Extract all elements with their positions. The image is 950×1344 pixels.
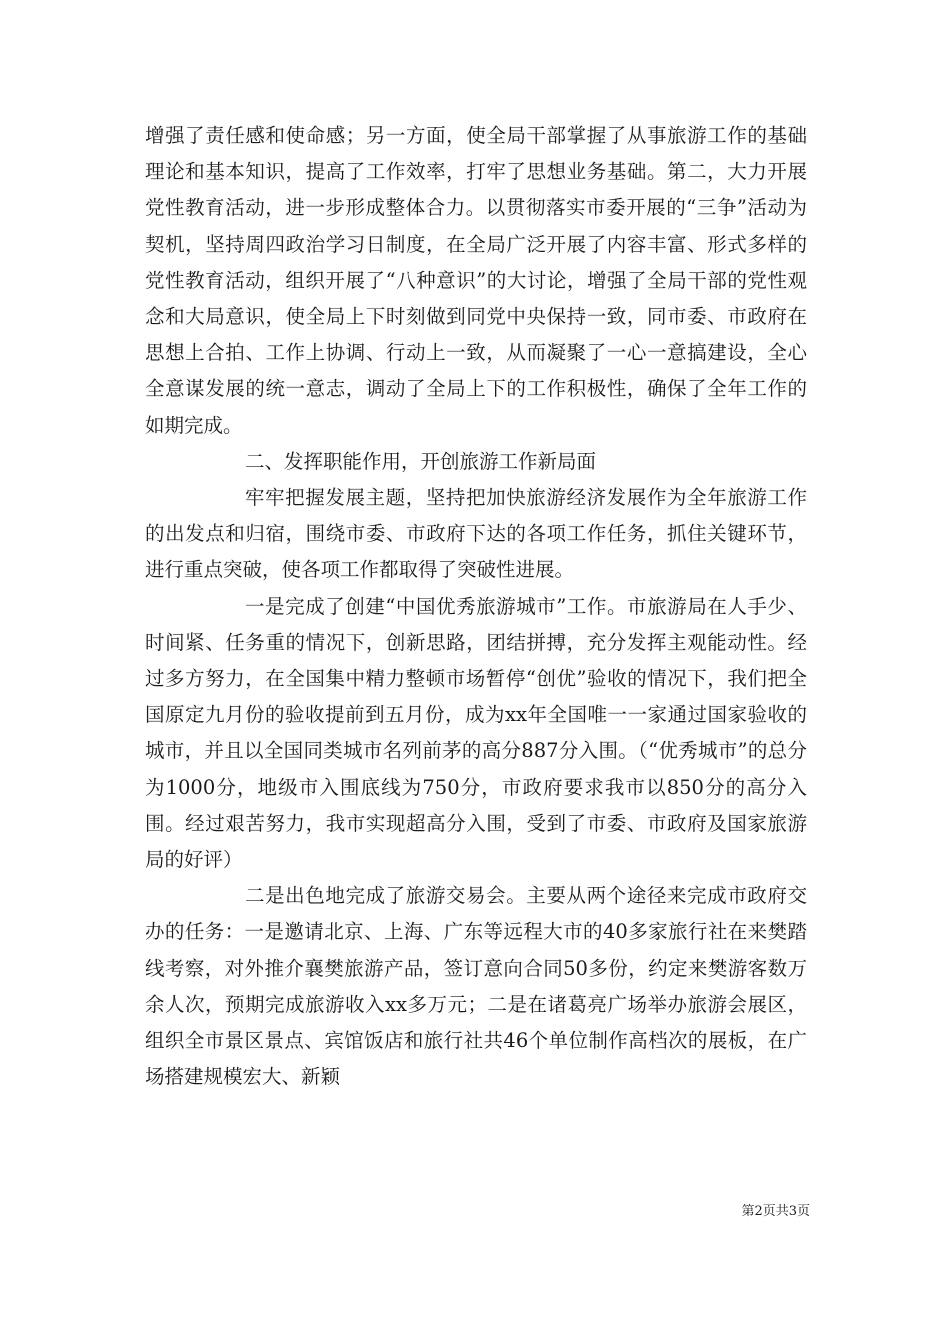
paragraph-continuation: 增强了责任感和使命感；另一方面，使全局干部掌握了从事旅游工作的基础理论和基本知识，提高了工作效率，打牢了思想业务基础。第二，大力开展党性教育活动，进一步形成整体合力。以贯彻落实市委开展的“三争”活动为契机，坚持周四政治学习日制度，在全局广泛开展了内容丰富、形式多样的党性教育活动，组织开展了“八种意识”的大讨论，增强了全局干部的党性观念和大局意识，使全局上下时刻做到同党中央保持一致，同市委、市政府在思想上合拍、工作上协调、行动上一致，从而凝聚了一心一意搞建设，全心全意谋发展的统一意志，调动了全局上下的工作积极性，确保了全年工作的如期完成。 bbox=[145, 124, 807, 437]
paragraph-item-one: 一是完成了创建“中国优秀旅游城市”工作。市旅游局在人手少、时间紧、任务重的情况下，创新思路，团结拼搏，充分发挥主观能动性。经过多方努力，在全国集中精力整顿市场暂停“创优”验收的情况下，我们把全国原定九月份的验收提前到五月份，成为xx年全国唯一一家通过国家验收的城市，并且以全国同类城市名列前茅的高分887分入围。（“优秀城市”的总分为1000分，地级市入围底线为750分，市政府要求我市以850分的高分入围。经过艰苦努力，我市实现超高分入围，受到了市委、市政府及国家旅游局的好评） bbox=[145, 594, 807, 872]
page-number: 第2页共3页 bbox=[741, 1204, 810, 1219]
section-heading: 二、发挥职能作用，开创旅游工作新局面 bbox=[245, 449, 597, 473]
paragraph-intro: 牢牢把握发展主题，坚持把加快旅游经济发展作为全年旅游工作的出发点和归宿，围绕市委、市政府下达的各项工作任务，抓住关键环节，进行重点突破，使各项工作都取得了突破性进展。 bbox=[145, 486, 807, 582]
paragraph-item-two: 二是出色地完成了旅游交易会。主要从两个途径来完成市政府交办的任务：一是邀请北京、上海、广东等远程大市的40多家旅行社在来樊踏线考察，对外推介襄樊旅游产品，签订意向合同50多份，约定来樊游客数万余人次，预期完成旅游收入xx多万元；二是在诸葛亮广场举办旅游会展区，组织全市景区景点、宾馆饭店和旅行社共46个单位制作高档次的展板，在广场搭建规模宏大、新颖 bbox=[145, 884, 807, 1089]
document-body bbox=[145, 118, 807, 1095]
